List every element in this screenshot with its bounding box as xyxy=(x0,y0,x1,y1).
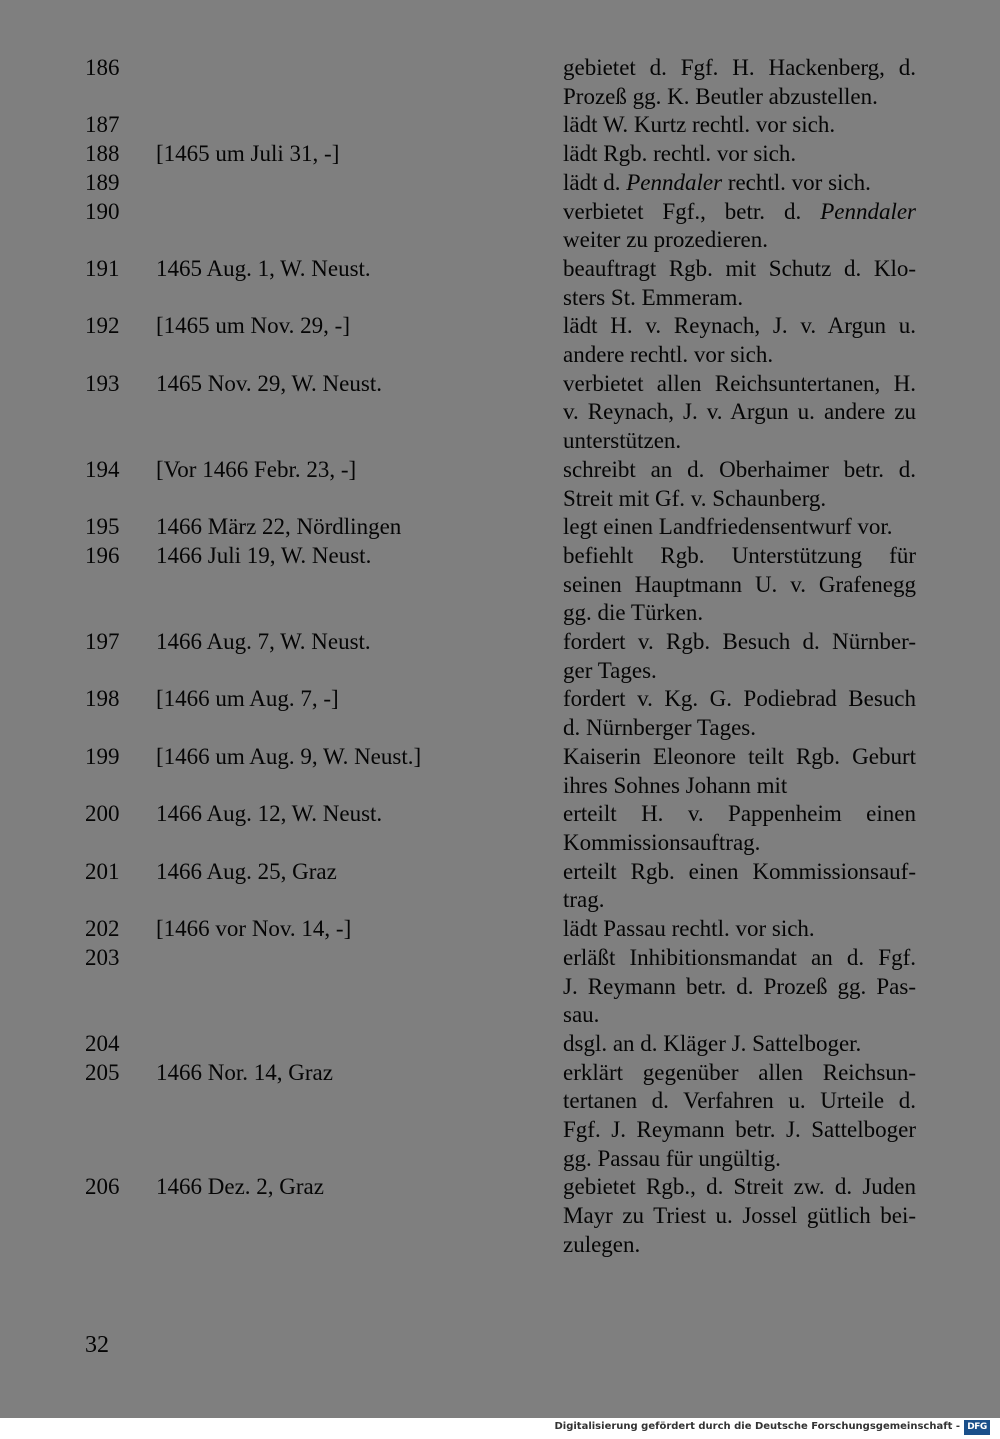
entry-description xyxy=(563,1059,916,1174)
description-line: lädt Rgb. rechtl. vor sich. xyxy=(563,141,797,167)
description-line: erläßt Inhibitionsmandat an d. Fgf. xyxy=(563,944,916,970)
entry-date: [1466 um Aug. 9, W. Neust.] xyxy=(156,743,422,769)
description-line: beauftragt Rgb. mit Schutz d. Klo- xyxy=(563,255,916,281)
entry-number: 201 xyxy=(85,858,120,884)
description-line: andere rechtl. vor sich. xyxy=(563,342,774,368)
register-entry xyxy=(0,255,1000,312)
description-line: trag. xyxy=(563,887,605,913)
entry-description xyxy=(563,513,916,542)
register-entry xyxy=(0,1059,1000,1174)
entry-date: 1465 Nov. 29, W. Neust. xyxy=(156,370,382,396)
description-line: verbietet allen Reichsuntertanen, H. xyxy=(563,370,916,396)
entry-description xyxy=(563,198,916,255)
entry-number: 205 xyxy=(85,1059,120,1085)
description-line: unterstützen. xyxy=(563,428,682,454)
register-entry xyxy=(0,513,1000,542)
register-entry xyxy=(0,685,1000,742)
description-line: erteilt H. v. Pappenheim einen xyxy=(563,801,916,827)
entry-description xyxy=(563,456,916,513)
entry-number: 199 xyxy=(85,743,120,769)
entry-number: 192 xyxy=(85,313,120,339)
description-line: Mayr zu Triest u. Jossel gütlich bei- xyxy=(563,1203,916,1229)
description-line: lädt d. Penndaler rechtl. vor sich. xyxy=(563,169,871,195)
entry-number: 202 xyxy=(85,916,120,942)
description-line: sau. xyxy=(563,1002,600,1028)
register-entry xyxy=(0,542,1000,628)
entry-number: 195 xyxy=(85,514,120,540)
entry-date: 1466 Aug. 12, W. Neust. xyxy=(156,801,383,827)
description-line: tertanen d. Verfahren u. Urteile d. xyxy=(563,1088,916,1114)
register-entry xyxy=(0,54,1000,111)
description-line: seinen Hauptmann U. v. Grafenegg xyxy=(563,571,916,597)
footer-credit: Digitalisierung gefördert durch die Deutsche Forschungsgemeinschaft - xyxy=(554,1421,960,1432)
description-line: Kaiserin Eleonore teilt Rgb. Geburt xyxy=(563,743,916,769)
entry-description xyxy=(563,944,916,1030)
entry-description xyxy=(563,1173,916,1259)
entry-description xyxy=(563,370,916,456)
description-line: Kommissionsauftrag. xyxy=(563,829,761,855)
description-line: fordert v. Kg. G. Podiebrad Besuch xyxy=(563,686,916,712)
description-line: ihres Sohnes Johann mit xyxy=(563,772,788,798)
entry-date: 1466 Dez. 2, Graz xyxy=(156,1174,324,1200)
description-line: erteilt Rgb. einen Kommissionsauf- xyxy=(563,858,916,884)
entry-description xyxy=(563,915,916,944)
description-line: schreibt an d. Oberhaimer betr. d. xyxy=(563,456,916,482)
description-line: Fgf. J. Reymann betr. J. Sattelboger xyxy=(563,1117,916,1143)
entry-description xyxy=(563,169,916,198)
entry-description xyxy=(563,743,916,800)
description-line: gebietet Rgb., d. Streit zw. d. Juden xyxy=(563,1174,916,1200)
entry-number: 196 xyxy=(85,542,120,568)
description-line: lädt W. Kurtz rechtl. vor sich. xyxy=(563,112,836,138)
register-entry xyxy=(0,1173,1000,1259)
register-entry xyxy=(0,140,1000,169)
entry-description xyxy=(563,255,916,312)
entry-number: 187 xyxy=(85,112,120,138)
entry-description xyxy=(563,111,916,140)
description-line: fordert v. Rgb. Besuch d. Nürnber- xyxy=(563,629,916,655)
description-line: d. Nürnberger Tages. xyxy=(563,715,756,741)
description-line: gg. Passau für ungültig. xyxy=(563,1145,781,1171)
entry-date: 1466 Aug. 7, W. Neust. xyxy=(156,629,371,655)
description-line: gg. die Türken. xyxy=(563,600,704,626)
description-line: Prozeß gg. K. Beutler abzustellen. xyxy=(563,83,878,109)
register-entries xyxy=(0,54,1000,1260)
entry-number: 191 xyxy=(85,255,120,281)
entry-description xyxy=(563,140,916,169)
entry-date: [1465 um Juli 31, -] xyxy=(156,141,340,167)
register-entry xyxy=(0,456,1000,513)
description-line: sters St. Emmeram. xyxy=(563,284,744,310)
description-line: Streit mit Gf. v. Schaunberg. xyxy=(563,485,827,511)
register-entry xyxy=(0,915,1000,944)
description-line: weiter zu prozedieren. xyxy=(563,227,768,253)
entry-description xyxy=(563,685,916,742)
register-entry xyxy=(0,1030,1000,1059)
entry-description xyxy=(563,312,916,369)
entry-number: 206 xyxy=(85,1174,120,1200)
entry-date: 1466 Juli 19, W. Neust. xyxy=(156,542,372,568)
entry-date: [1466 um Aug. 7, -] xyxy=(156,686,339,712)
description-line: erklärt gegenüber allen Reichsun- xyxy=(563,1059,916,1085)
register-entry xyxy=(0,312,1000,369)
entry-number: 197 xyxy=(85,629,120,655)
register-entry xyxy=(0,944,1000,1030)
description-line: J. Reymann betr. d. Prozeß gg. Pas- xyxy=(563,973,916,999)
entry-number: 190 xyxy=(85,198,120,224)
entry-date: 1465 Aug. 1, W. Neust. xyxy=(156,255,371,281)
register-entry xyxy=(0,169,1000,198)
register-entry xyxy=(0,743,1000,800)
description-line: legt einen Landfriedensentwurf vor. xyxy=(563,514,893,540)
entry-number: 194 xyxy=(85,456,120,482)
entry-number: 189 xyxy=(85,169,120,195)
entry-date: [1465 um Nov. 29, -] xyxy=(156,313,350,339)
description-line: verbietet Fgf., betr. d. Penndaler xyxy=(563,198,916,224)
entry-description xyxy=(563,542,916,628)
entry-number: 200 xyxy=(85,801,120,827)
register-entry xyxy=(0,198,1000,255)
description-line: dsgl. an d. Kläger J. Sattelboger. xyxy=(563,1030,862,1056)
entry-number: 198 xyxy=(85,686,120,712)
entry-description xyxy=(563,54,916,111)
register-entry xyxy=(0,800,1000,857)
description-line: v. Reynach, J. v. Argun u. andere zu xyxy=(563,399,916,425)
description-line: zulegen. xyxy=(563,1231,641,1257)
page-number: 32 xyxy=(85,1332,109,1358)
footer-bar xyxy=(0,1418,1000,1439)
entry-description xyxy=(563,858,916,915)
entry-date: [1466 vor Nov. 14, -] xyxy=(156,916,352,942)
entry-description xyxy=(563,1030,916,1059)
dfg-logo-icon: DFG xyxy=(964,1420,990,1435)
entry-number: 188 xyxy=(85,141,120,167)
description-line: lädt Passau rechtl. vor sich. xyxy=(563,916,815,942)
entry-number: 204 xyxy=(85,1030,120,1056)
entry-number: 186 xyxy=(85,55,120,80)
entry-number: 193 xyxy=(85,370,120,396)
description-line: lädt H. v. Reynach, J. v. Argun u. xyxy=(563,313,916,339)
entry-date: 1466 Nor. 14, Graz xyxy=(156,1059,333,1085)
entry-date: 1466 Aug. 25, Graz xyxy=(156,858,337,884)
register-entry xyxy=(0,370,1000,456)
register-entry xyxy=(0,628,1000,685)
description-line: befiehlt Rgb. Unterstützung für xyxy=(563,542,916,568)
description-line: gebietet d. Fgf. H. Hackenberg, d. xyxy=(563,55,916,80)
entry-description xyxy=(563,800,916,857)
entry-date: 1466 März 22, Nördlingen xyxy=(156,514,402,540)
entry-number: 203 xyxy=(85,944,120,970)
entry-description xyxy=(563,628,916,685)
description-line: ger Tages. xyxy=(563,657,657,683)
register-entry xyxy=(0,858,1000,915)
entry-date: [Vor 1466 Febr. 23, -] xyxy=(156,456,357,482)
register-entry xyxy=(0,111,1000,140)
